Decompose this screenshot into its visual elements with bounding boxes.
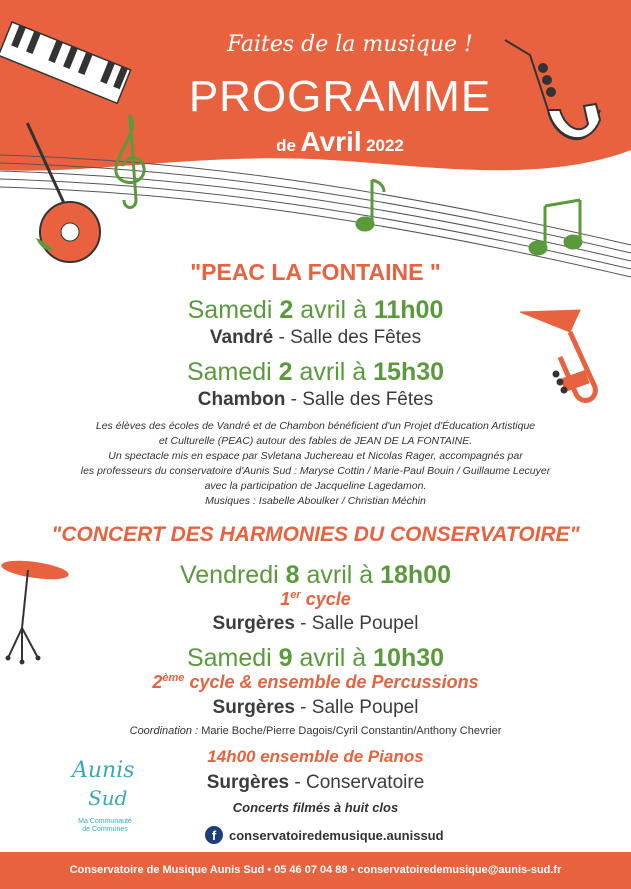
coordination-label: Coordination : <box>129 725 199 737</box>
event-time: 10h30 <box>373 644 445 672</box>
event-time: 11h00 <box>373 296 444 324</box>
pianos-ensemble: 14h00 ensemble de Pianos <box>207 747 424 766</box>
coordination-names: Marie Boche/Pierre Dagois/Cyril Constantin/Anthony Chevrier <box>201 725 502 737</box>
cycle-suffix: ème <box>162 672 185 684</box>
event4-date <box>0 644 631 673</box>
section2-title: "CONCERT DES HARMONIES DU CONSERVATOIRE" <box>51 523 580 546</box>
event-town: Surgères <box>206 772 290 793</box>
event2-place <box>0 389 631 411</box>
event-time: 15h30 <box>373 358 445 386</box>
event-day: Samedi <box>187 296 273 324</box>
event-venue: - Salle Poupel <box>300 697 419 718</box>
cycle-label: cycle <box>305 589 351 609</box>
event-town: Vandré <box>209 327 274 348</box>
description-line: les professeurs du conservatoire d'Aunis Sud : Maryse Cottin / Marie-Paul Bouin / Guillaume Lecuyer <box>80 465 551 477</box>
cycle-number: 2 <box>152 672 163 692</box>
event-town: Chambon <box>197 389 286 410</box>
description-line: Un spectacle mis en espace par Svletana Juchereau et Nicolas Rager, accompagnés par <box>108 450 523 462</box>
facebook-icon: f <box>205 826 223 844</box>
event3-place <box>0 613 631 635</box>
event-month: avril à <box>299 644 367 672</box>
event-day-number: 8 <box>285 561 300 589</box>
event-day: Vendredi <box>179 561 279 589</box>
cycle-number: 1 <box>280 589 291 609</box>
logo-tagline <box>70 818 140 834</box>
event-day-number: 2 <box>278 358 293 386</box>
event-venue: - Conservatoire <box>294 772 425 793</box>
event1-place <box>0 327 631 349</box>
description-line: avec la participation de Jacqueline Lagedamon. <box>204 480 427 492</box>
facebook-link[interactable] <box>205 826 444 844</box>
event-day: Samedi <box>186 644 272 672</box>
event4-cycle <box>0 672 631 693</box>
section1-title: "PEAC LA FONTAINE " <box>190 259 441 285</box>
event-time: 18h00 <box>380 561 452 589</box>
logo-line2: Sud <box>88 786 128 810</box>
event-venue: - Salle des Fêtes <box>290 389 434 410</box>
logo-tagline-line: de Communes <box>82 826 128 833</box>
event-day-number: 2 <box>279 296 294 324</box>
event3-cycle <box>0 589 631 610</box>
event-day-number: 9 <box>278 644 293 672</box>
event-month: avril à <box>306 561 374 589</box>
event-venue: - Salle Poupel <box>300 613 419 634</box>
logo-line1: Aunis <box>72 758 135 783</box>
description-line: et Culturelle (PEAC) autour des fables de JEAN DE LA FONTAINE. <box>158 435 473 447</box>
header-de: de <box>276 136 296 155</box>
header-script-title: Faites de la musique ! <box>227 32 473 57</box>
double-note-icon <box>530 200 581 254</box>
event4-place <box>0 697 631 719</box>
description-line: Musiques : Isabelle Aboulker / Christian Méchin <box>205 495 426 507</box>
event1-date <box>0 296 631 325</box>
music-note-icon <box>357 180 384 230</box>
event-town: Surgères <box>212 697 295 718</box>
event2-date <box>0 358 631 387</box>
facebook-label: conservatoiredemusique.aunissud <box>229 827 444 843</box>
event-month: avril à <box>300 296 367 324</box>
header-month-name: Avril <box>300 126 362 157</box>
peac-description <box>0 419 631 509</box>
header-year: 2022 <box>366 136 404 155</box>
page-title: PROGRAMME <box>188 72 492 121</box>
description-line: Les élèves des écoles de Vandré et de Chambon bénéficient d'un Projet d'Éducation Artistique <box>95 420 536 432</box>
event-town: Surgères <box>212 613 295 634</box>
cycle-label: cycle & ensemble de Percussions <box>189 672 479 692</box>
aunis-sud-logo <box>62 758 152 842</box>
cycle-suffix: er <box>290 589 301 601</box>
header-month <box>220 126 460 158</box>
footer-contact: Conservatoire de Musique Aunis Sud • 05 46 07 04 88 • conservatoiredemusique@aunis-sud.fr <box>69 864 562 876</box>
event-venue: - Salle des Fêtes <box>278 327 422 348</box>
event-month: avril à <box>299 358 367 386</box>
event3-date <box>0 561 631 590</box>
coordination <box>0 725 631 737</box>
logo-tagline-line: Ma Communauté <box>78 818 132 825</box>
event-day: Samedi <box>186 358 272 386</box>
filmed-note: Concerts filmés à huit clos <box>232 800 399 815</box>
